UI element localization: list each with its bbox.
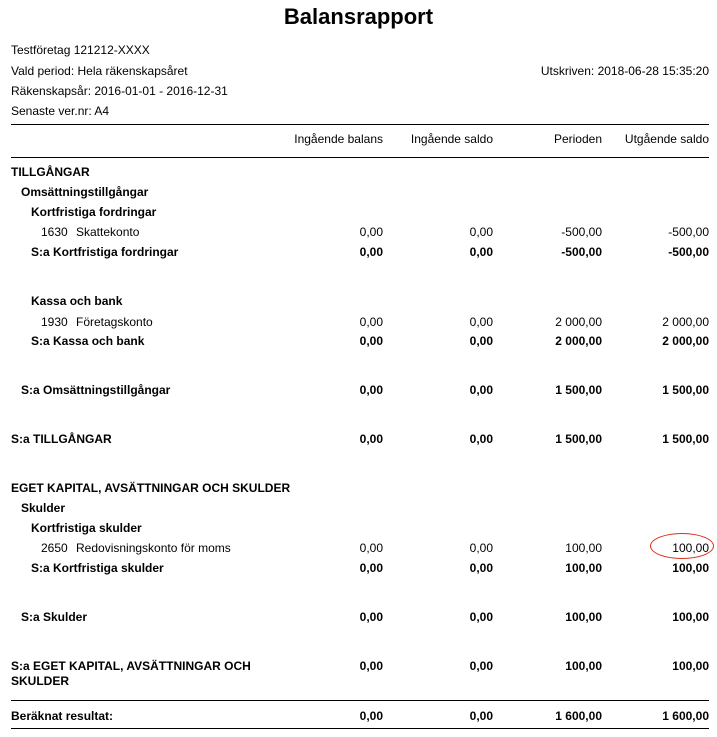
row-label: TILLGÅNGAR bbox=[11, 165, 90, 179]
row-label: Omsättningstillgångar bbox=[21, 185, 149, 199]
subtotal-row bbox=[0, 334, 717, 350]
account-name: Redovisningskonto för moms bbox=[76, 541, 231, 555]
value-opening-saldo: 0,00 bbox=[469, 315, 493, 329]
column-header-closing-saldo: Utgående saldo bbox=[624, 132, 709, 146]
value-opening-balance: 0,00 bbox=[359, 610, 383, 624]
row-label: S:a EGET KAPITAL, AVSÄTTNINGAR OCH bbox=[11, 659, 251, 673]
value-closing-saldo: -500,00 bbox=[668, 225, 709, 239]
fiscal-year: Räkenskapsår: 2016-01-01 - 2016-12-31 bbox=[11, 84, 228, 98]
value-opening-balance: 0,00 bbox=[359, 315, 383, 329]
value-opening-balance: 0,00 bbox=[359, 334, 383, 348]
value-opening-balance: 0,00 bbox=[359, 432, 383, 446]
value-opening-saldo: 0,00 bbox=[469, 709, 493, 723]
row-label: S:a Kortfristiga fordringar bbox=[31, 245, 179, 259]
subtotal-row bbox=[0, 383, 717, 399]
value-period: 1 600,00 bbox=[555, 709, 602, 723]
header-divider bbox=[11, 124, 709, 125]
value-period: 2 000,00 bbox=[555, 315, 602, 329]
result-divider bbox=[11, 700, 709, 701]
value-period: 2 000,00 bbox=[555, 334, 602, 348]
section-heading-assets bbox=[0, 165, 717, 181]
account-number: 1630 bbox=[41, 225, 68, 239]
section-heading-equity-liabilities bbox=[0, 481, 717, 497]
value-period: 100,00 bbox=[565, 610, 602, 624]
subtotal-row bbox=[0, 610, 717, 626]
row-label: Beräknat resultat: bbox=[11, 709, 114, 723]
value-closing-saldo: 1 500,00 bbox=[662, 383, 709, 397]
account-row bbox=[0, 315, 717, 331]
value-period: 1 500,00 bbox=[555, 432, 602, 446]
columns-divider bbox=[11, 157, 709, 158]
group-heading-liabilities bbox=[0, 501, 717, 517]
value-closing-saldo: 2 000,00 bbox=[662, 315, 709, 329]
row-label: S:a Omsättningstillgångar bbox=[21, 383, 171, 397]
value-opening-balance: 0,00 bbox=[359, 225, 383, 239]
value-opening-saldo: 0,00 bbox=[469, 610, 493, 624]
total-row-equity-liabilities bbox=[0, 659, 717, 691]
value-closing-saldo: 100,00 bbox=[672, 659, 709, 673]
row-label: S:a Skulder bbox=[21, 610, 88, 624]
value-closing-saldo: 1 500,00 bbox=[662, 432, 709, 446]
row-label: S:a TILLGÅNGAR bbox=[11, 432, 112, 446]
value-closing-saldo: 100,00 bbox=[672, 610, 709, 624]
subtotal-row bbox=[0, 561, 717, 577]
value-closing-saldo: 1 600,00 bbox=[662, 709, 709, 723]
value-period: 100,00 bbox=[565, 659, 602, 673]
latest-verification: Senaste ver.nr: A4 bbox=[11, 104, 110, 118]
column-header-opening-saldo: Ingående saldo bbox=[410, 132, 493, 146]
printed-timestamp: Utskriven: 2018-06-28 15:35:20 bbox=[540, 64, 709, 78]
calculated-result-row bbox=[0, 709, 717, 725]
row-label: Skulder bbox=[21, 501, 66, 515]
company-name: Testföretag 121212-XXXX bbox=[11, 43, 150, 57]
value-period: 1 500,00 bbox=[555, 383, 602, 397]
value-opening-balance: 0,00 bbox=[359, 709, 383, 723]
value-closing-saldo: 2 000,00 bbox=[662, 334, 709, 348]
row-label: S:a Kortfristiga skulder bbox=[31, 561, 164, 575]
row-label: Kortfristiga skulder bbox=[31, 521, 142, 535]
value-opening-balance: 0,00 bbox=[359, 561, 383, 575]
column-header-period: Perioden bbox=[553, 132, 602, 146]
account-name: Skattekonto bbox=[76, 225, 140, 239]
subgroup-heading-current-liabilities bbox=[0, 521, 717, 537]
row-label: S:a Kassa och bank bbox=[31, 334, 145, 348]
value-opening-balance: 0,00 bbox=[359, 541, 383, 555]
account-number: 1930 bbox=[41, 315, 68, 329]
subgroup-heading-receivables bbox=[0, 205, 717, 221]
value-closing-saldo: 100,00 bbox=[672, 541, 709, 555]
bottom-divider bbox=[11, 728, 709, 729]
account-row bbox=[0, 225, 717, 241]
value-opening-saldo: 0,00 bbox=[469, 432, 493, 446]
value-period: 100,00 bbox=[565, 561, 602, 575]
subtotal-row bbox=[0, 245, 717, 261]
report-title: Balansrapport bbox=[283, 4, 434, 29]
selected-period: Vald period: Hela räkenskapsåret bbox=[11, 64, 188, 78]
total-row-assets bbox=[0, 432, 717, 448]
value-opening-balance: 0,00 bbox=[359, 659, 383, 673]
highlight-circle bbox=[650, 533, 714, 559]
value-opening-saldo: 0,00 bbox=[469, 225, 493, 239]
value-opening-saldo: 0,00 bbox=[469, 659, 493, 673]
value-opening-saldo: 0,00 bbox=[469, 383, 493, 397]
column-header-opening-balance: Ingående balans bbox=[294, 132, 383, 146]
value-opening-saldo: 0,00 bbox=[469, 334, 493, 348]
value-period: -500,00 bbox=[561, 225, 602, 239]
value-opening-balance: 0,00 bbox=[359, 383, 383, 397]
row-label: Kassa och bank bbox=[31, 294, 123, 308]
group-heading-current-assets bbox=[0, 185, 717, 201]
account-name: Företagskonto bbox=[76, 315, 153, 329]
value-closing-saldo: -500,00 bbox=[668, 245, 709, 259]
value-opening-balance: 0,00 bbox=[359, 245, 383, 259]
row-label: Kortfristiga fordringar bbox=[31, 205, 157, 219]
value-opening-saldo: 0,00 bbox=[469, 561, 493, 575]
account-number: 2650 bbox=[41, 541, 68, 555]
value-opening-saldo: 0,00 bbox=[469, 245, 493, 259]
subgroup-heading-cash-bank bbox=[0, 294, 717, 310]
row-label: SKULDER bbox=[11, 674, 70, 688]
value-period: 100,00 bbox=[565, 541, 602, 555]
account-row bbox=[0, 541, 717, 557]
value-period: -500,00 bbox=[561, 245, 602, 259]
row-label: EGET KAPITAL, AVSÄTTNINGAR OCH SKULDER bbox=[11, 481, 291, 495]
value-closing-saldo: 100,00 bbox=[672, 561, 709, 575]
value-opening-saldo: 0,00 bbox=[469, 541, 493, 555]
